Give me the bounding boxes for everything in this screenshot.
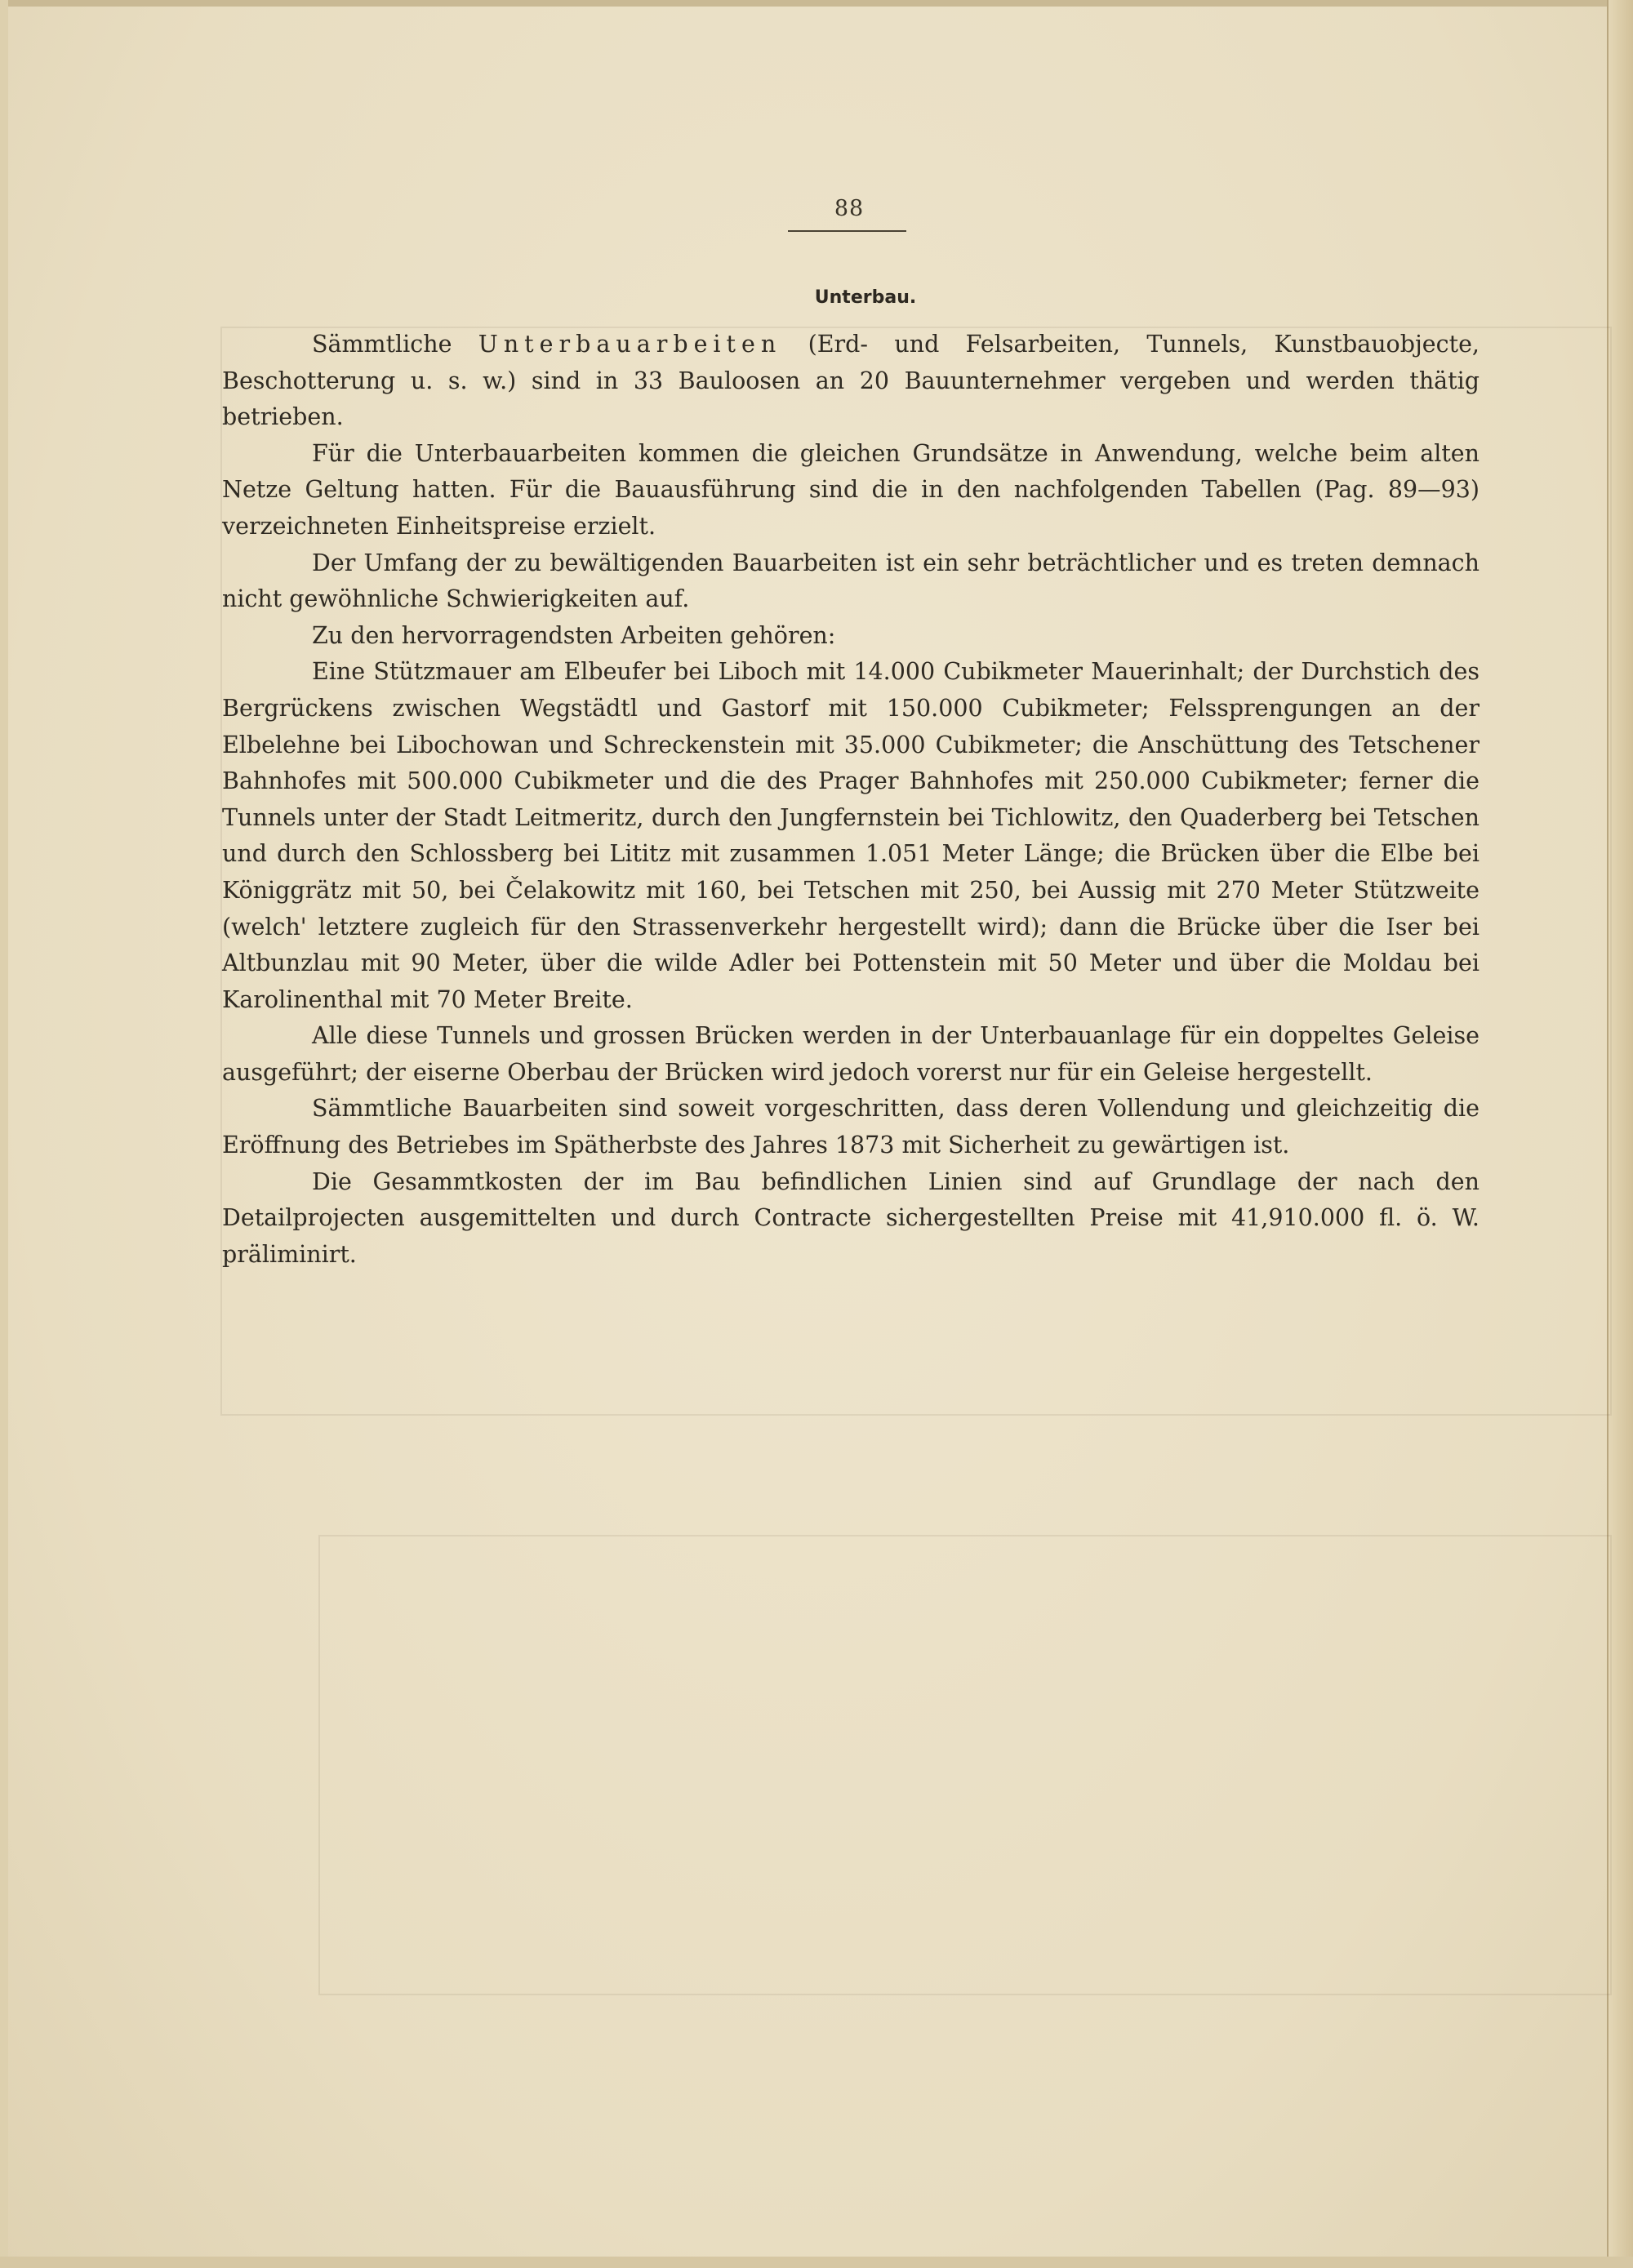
paragraph: Für die Unterbauarbeiten kommen die gleichen Grundsätze in Anwendung, welche beim alten Netze Geltung hatten. Für die Bauausführung sind die in den nachfolgenden Tabellen (Pag. 89—93) verzeichneten Einheitspreise erzielt. <box>222 439 1479 540</box>
paragraph: Zu den hervorragendsten Arbeiten gehören: <box>312 621 836 649</box>
paragraph: Der Umfang der zu bewältigenden Bauarbeiten ist ein sehr beträchtlicher und es treten demnach nicht gewöhnliche Schwierigkeiten auf. <box>222 549 1479 613</box>
page-number-rule <box>788 230 906 232</box>
paragraph <box>222 327 1479 436</box>
paragraph: Alle diese Tunnels und grossen Brücken werden in der Unterbauanlage für ein doppeltes Geleise ausgeführt; der eiserne Oberbau der Brücken wird jedoch vorerst nur für ein Geleise hergestellt. <box>222 1022 1479 1086</box>
page-number: 88 <box>834 196 865 221</box>
paragraph-lead: Sämmtliche <box>312 331 478 358</box>
page-top-edge <box>0 0 1633 7</box>
paragraph-rest: (Erd- und Felsarbeiten, Tunnels, Kunstbauobjecte, Beschotterung u. s. w.) sind in 33 Bauloosen an 20 Bauunternehmer vergeben und werden thätig betrieben. <box>222 331 1479 431</box>
page-left-edge <box>0 0 8 2268</box>
body-text <box>222 327 1479 1273</box>
paragraph: Eine Stützmauer am Elbeufer bei Liboch mit 14.000 Cubikmeter Mauerinhalt; der Durchstich des Bergrückens zwischen Wegstädtl und Gastorf mit 150.000 Cubikmeter; Felssprengungen an der Elbelehne bei Libochowan und Schreckenstein mit 35.000 Cubikmeter; die Anschüttung des Tetschener Bahnhofes mit 500.000 Cubikmeter und die des Prager Bahnhofes mit 250.000 Cubikmeter; ferner die Tunnels unter der Stadt Leitmeritz, durch den Jungfernstein bei Tichlowitz, den Quaderberg bei Tetschen und durch den Schlossberg bei Lititz mit zusammen 1.051 Meter Länge; die Brücken über die Elbe bei Königgrätz mit 50, bei Čelakowitz mit 160, bei Tetschen mit 250, bei Aussig mit 270 Meter Stützweite (welch' letztere zugleich für den Strassenverkehr hergestellt wird); dann die Brücke über die Iser bei Altbunzlau mit 90 Meter, über die wilde Adler bei Pottenstein mit 50 Meter und über die Moldau bei Karolinenthal mit 70 Meter Breite. <box>222 658 1479 1013</box>
page-bottom-edge <box>0 2257 1633 2268</box>
paragraph: Sämmtliche Bauarbeiten sind soweit vorgeschritten, dass deren Vollendung und gleichzeitig die Eröffnung des Betriebes im Spätherbste des Jahres 1873 mit Sicherheit zu gewärtigen ist. <box>222 1095 1479 1159</box>
paragraph: Die Gesammtkosten der im Bau befindlichen Linien sind auf Grundlage der nach den Detailprojecten ausgemittelten und durch Contracte sichergestellten Preise mit 41,910.000 fl. ö. W. präliminirt. <box>222 1167 1479 1268</box>
show-through-table-outline-lower <box>318 1535 1612 1995</box>
section-heading: Unterbau. <box>814 287 917 308</box>
spaced-term: Unterbauarbeiten <box>478 331 782 358</box>
